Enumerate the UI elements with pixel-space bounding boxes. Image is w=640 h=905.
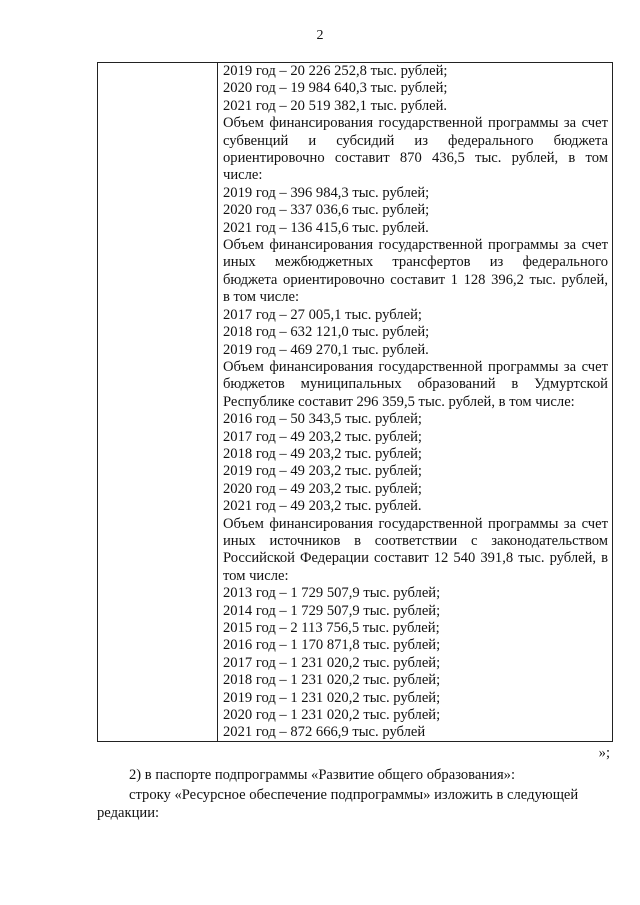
- table-line: 2019 год – 396 984,3 тыс. рублей;: [223, 184, 430, 201]
- table-line: том числе:: [223, 567, 289, 584]
- table-line: числе:: [223, 167, 263, 184]
- table-line: иных источников в соответствии с законодательством: [223, 532, 608, 549]
- table-line: 2019 год – 49 203,2 тыс. рублей;: [223, 463, 422, 480]
- table-line: ориентировочно составит 870 436,5 тыс. рублей, в том: [223, 150, 608, 167]
- table-line: 2018 год – 632 121,0 тыс. рублей;: [223, 324, 430, 341]
- table-line: 2020 год – 337 036,6 тыс. рублей;: [223, 202, 430, 219]
- table-line: в том числе:: [223, 289, 300, 306]
- table-line: 2017 год – 1 231 020,2 тыс. рублей;: [223, 654, 441, 671]
- table-line: 2020 год – 49 203,2 тыс. рублей;: [223, 480, 422, 497]
- table-line: бюджета ориентировочно составит 1 128 396,2 тыс. рублей,: [223, 271, 608, 288]
- table-line: субвенций и субсидий из федерального бюджета: [223, 132, 608, 149]
- table-line: 2019 год – 1 231 020,2 тыс. рублей;: [223, 689, 441, 706]
- page-number: 2: [316, 28, 324, 43]
- table-line: 2019 год – 20 226 252,8 тыс. рублей;: [223, 63, 448, 79]
- table-line: 2021 год – 20 519 382,1 тыс. рублей.: [223, 97, 448, 114]
- table-line: бюджетов муниципальных образований в Удмуртской: [223, 376, 608, 393]
- table-line: иных межбюджетных трансфертов из федерального: [223, 254, 608, 271]
- table-line: Объем финансирования государственной программы за счет: [223, 115, 608, 132]
- table-line: 2021 год – 136 415,6 тыс. рублей.: [223, 219, 429, 236]
- paragraph-subprogram: 2) в паспорте подпрограммы «Развитие общего образования»:: [129, 767, 516, 783]
- table-line: 2018 год – 1 231 020,2 тыс. рублей;: [223, 672, 441, 689]
- table-line: 2015 год – 2 113 756,5 тыс. рублей;: [223, 620, 440, 636]
- table-line: 2013 год – 1 729 507,9 тыс. рублей;: [223, 585, 441, 602]
- table-line: 2019 год – 469 270,1 тыс. рублей.: [223, 341, 429, 358]
- table-line: 2017 год – 27 005,1 тыс. рублей;: [223, 306, 422, 323]
- table-line: Республике составит 296 359,5 тыс. рублей, в том числе:: [223, 393, 575, 410]
- table-line: 2021 год – 49 203,2 тыс. рублей.: [223, 498, 422, 515]
- table-line: 2020 год – 1 231 020,2 тыс. рублей;: [223, 707, 441, 724]
- table-line: Российской Федерации составит 12 540 391,8 тыс. рублей, в: [223, 550, 608, 567]
- resource-table: [97, 62, 613, 742]
- table-line: 2016 год – 50 343,5 тыс. рублей;: [223, 411, 422, 428]
- column-divider: [217, 63, 218, 741]
- table-line: 2021 год – 872 666,9 тыс. рублей: [223, 724, 426, 741]
- paragraph-resource-line: строку «Ресурсное обеспечение подпрограммы» изложить в следующей редакции:: [97, 787, 579, 821]
- table-line: 2016 год – 1 170 871,8 тыс. рублей;: [223, 637, 441, 654]
- table-line: 2017 год – 49 203,2 тыс. рублей;: [223, 428, 422, 445]
- table-line: 2020 год – 19 984 640,3 тыс. рублей;: [223, 80, 448, 97]
- resource-cell: [223, 63, 608, 742]
- table-line: Объем финансирования государственной программы за счет: [223, 515, 608, 532]
- table-line: Объем финансирования государственной программы за счет: [223, 358, 608, 375]
- closing-quote: »;: [598, 745, 610, 761]
- table-line: 2018 год – 49 203,2 тыс. рублей;: [223, 445, 422, 462]
- table-line: Объем финансирования государственной программы за счет: [223, 237, 608, 254]
- table-line: 2014 год – 1 729 507,9 тыс. рублей;: [223, 602, 441, 619]
